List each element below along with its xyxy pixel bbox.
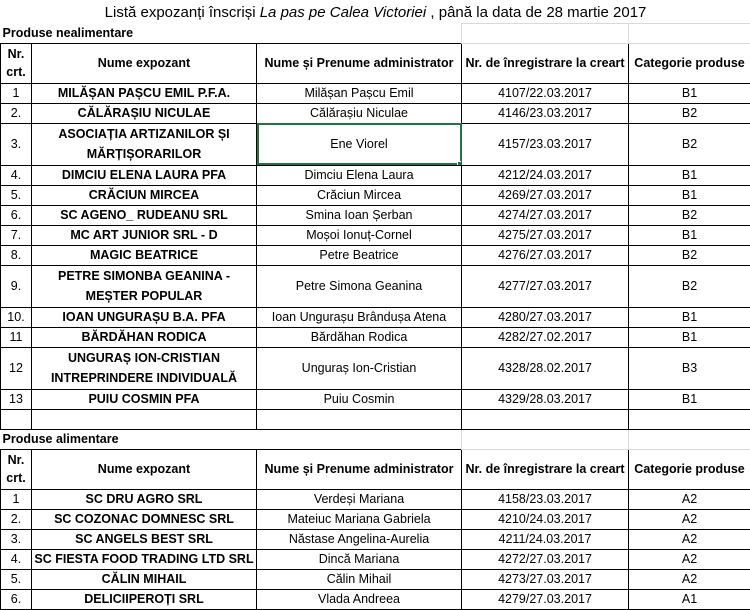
- cell-inreg[interactable]: 4272/27.03.2017: [462, 549, 629, 569]
- cell-admin[interactable]: Crăciun Mircea: [257, 185, 462, 205]
- cell-categorie[interactable]: B1: [629, 389, 750, 409]
- cell-inreg[interactable]: 4276/27.03.2017: [462, 245, 629, 265]
- table-row[interactable]: [1, 347, 750, 389]
- cell-categorie[interactable]: A2: [629, 509, 750, 529]
- cell-nr[interactable]: 13: [1, 389, 32, 409]
- cell-nr[interactable]: 8.: [1, 245, 32, 265]
- cell-inreg[interactable]: 4328/28.02.2017: [462, 347, 629, 389]
- header-categorie: Categorie produse: [629, 449, 750, 489]
- cell-nr[interactable]: 9.: [1, 265, 32, 307]
- cell-categorie[interactable]: A2: [629, 549, 750, 569]
- table-row[interactable]: [1, 83, 750, 103]
- cell-inreg[interactable]: 4277/27.03.2017: [462, 265, 629, 307]
- section-title-nonfood: Produse nealimentare: [1, 23, 462, 43]
- cell-categorie[interactable]: A2: [629, 529, 750, 549]
- cell-expozant[interactable]: SC COZONAC DOMNESC SRL: [32, 509, 257, 529]
- header-nr: Nr. crt.: [1, 43, 32, 83]
- cell-expozant[interactable]: ASOCIAȚIA ARTIZANILOR ȘI MĂRȚIȘORARILOR: [32, 123, 257, 165]
- cell-expozant[interactable]: SC DRU AGRO SRL: [32, 489, 257, 509]
- cell-expozant[interactable]: PUIU COSMIN PFA: [32, 389, 257, 409]
- header-admin: Nume și Prenume administrator: [257, 449, 462, 489]
- cell-nr[interactable]: 4.: [1, 549, 32, 569]
- cell-nr[interactable]: 6.: [1, 205, 32, 225]
- cell-categorie[interactable]: A1: [629, 589, 750, 609]
- table-row[interactable]: [1, 509, 750, 529]
- cell-categorie[interactable]: B2: [629, 265, 750, 307]
- cell-admin[interactable]: Smina Ioan Șerban: [257, 205, 462, 225]
- table-row[interactable]: [1, 123, 750, 165]
- cell-admin[interactable]: Năstase Angelina-Aurelia: [257, 529, 462, 549]
- table-row[interactable]: [1, 307, 750, 327]
- cell-expozant[interactable]: SC AGENO_ RUDEANU SRL: [32, 205, 257, 225]
- cell-admin[interactable]: Călărașiu Niculae: [257, 103, 462, 123]
- cell-admin[interactable]: Verdeși Mariana: [257, 489, 462, 509]
- cell-inreg[interactable]: 4275/27.03.2017: [462, 225, 629, 245]
- cell-inreg[interactable]: 4282/27.02.2017: [462, 327, 629, 347]
- cell-expozant[interactable]: CRĂCIUN MIRCEA: [32, 185, 257, 205]
- cell-inreg[interactable]: 4279/27.03.2017: [462, 589, 629, 609]
- cell-categorie[interactable]: B1: [629, 307, 750, 327]
- cell-expozant[interactable]: MAGIC BEATRICE: [32, 245, 257, 265]
- table-row[interactable]: [1, 265, 750, 307]
- table-row[interactable]: [1, 103, 750, 123]
- cell-admin[interactable]: Unguraș Ion-Cristian: [257, 347, 462, 389]
- cell-nr[interactable]: 5.: [1, 185, 32, 205]
- cell-categorie[interactable]: B1: [629, 165, 750, 185]
- cell-nr[interactable]: 3.: [1, 123, 32, 165]
- cell-categorie[interactable]: B1: [629, 327, 750, 347]
- cell-admin[interactable]: Călin Mihail: [257, 569, 462, 589]
- cell-nr[interactable]: 2.: [1, 103, 32, 123]
- cell-inreg[interactable]: 4211/24.03.2017: [462, 529, 629, 549]
- table-row[interactable]: [1, 245, 750, 265]
- table-header: [1, 449, 750, 489]
- table-header: [1, 43, 750, 83]
- cell-inreg[interactable]: 4158/23.03.2017: [462, 489, 629, 509]
- cell-nr[interactable]: 2.: [1, 509, 32, 529]
- cell-categorie[interactable]: B1: [629, 225, 750, 245]
- table-row[interactable]: [1, 225, 750, 245]
- table-row[interactable]: [1, 569, 750, 589]
- cell-categorie[interactable]: A2: [629, 489, 750, 509]
- cell-admin[interactable]: Dimciu Elena Laura: [257, 165, 462, 185]
- cell-admin[interactable]: Moșoi Ionuț-Cornel: [257, 225, 462, 245]
- cell-inreg[interactable]: 4210/24.03.2017: [462, 509, 629, 529]
- cell-expozant[interactable]: BĂRDĂHAN RODICA: [32, 327, 257, 347]
- cell-admin[interactable]: Mateiuc Mariana Gabriela: [257, 509, 462, 529]
- cell-categorie[interactable]: B1: [629, 185, 750, 205]
- table-row[interactable]: [1, 389, 750, 409]
- header-categorie: Categorie produse: [629, 43, 750, 83]
- cell-expozant[interactable]: IOAN UNGURAȘU B.A. PFA: [32, 307, 257, 327]
- cell-admin[interactable]: Ioan Ungurașu Brândușa Atena: [257, 307, 462, 327]
- cell-inreg[interactable]: 4212/24.03.2017: [462, 165, 629, 185]
- fill-handle[interactable]: [457, 161, 462, 166]
- cell-expozant[interactable]: SC FIESTA FOOD TRADING LTD SRL: [32, 549, 257, 569]
- header-nr: Nr. crt.: [1, 449, 32, 489]
- cell-nr[interactable]: 5.: [1, 569, 32, 589]
- cell-nr[interactable]: 3.: [1, 529, 32, 549]
- cell-admin[interactable]: Petre Simona Geanina: [257, 265, 462, 307]
- cell-admin[interactable]: Petre Beatrice: [257, 245, 462, 265]
- table-row[interactable]: [1, 327, 750, 347]
- cell-nr[interactable]: 12: [1, 347, 32, 389]
- cell-admin[interactable]: Milășan Pașcu Emil: [257, 83, 462, 103]
- cell-expozant[interactable]: PETRE SIMONBA GEANINA - MEȘTER POPULAR: [32, 265, 257, 307]
- cell-nr[interactable]: 11: [1, 327, 32, 347]
- header-expozant: Nume expozant: [32, 43, 257, 83]
- cell-expozant[interactable]: DELICIIPEROȚI SRL: [32, 589, 257, 609]
- cell-expozant[interactable]: SC ANGELS BEST SRL: [32, 529, 257, 549]
- cell-expozant[interactable]: DIMCIU ELENA LAURA PFA: [32, 165, 257, 185]
- header-expozant: Nume expozant: [32, 449, 257, 489]
- header-admin: Nume și Prenume administrator: [257, 43, 462, 83]
- cell-nr[interactable]: 1: [1, 83, 32, 103]
- table-row[interactable]: [1, 489, 750, 509]
- cell-categorie[interactable]: B2: [629, 123, 750, 165]
- cell-inreg[interactable]: 4157/23.03.2017: [462, 123, 629, 165]
- cell-inreg[interactable]: 4280/27.03.2017: [462, 307, 629, 327]
- cell-nr[interactable]: 6.: [1, 589, 32, 609]
- table-row[interactable]: [1, 549, 750, 569]
- header-inreg: Nr. de înregistrare la creart: [462, 449, 629, 489]
- cell-categorie[interactable]: B2: [629, 103, 750, 123]
- cell-admin[interactable]: Dincă Mariana: [257, 549, 462, 569]
- cell-inreg[interactable]: 4146/23.03.2017: [462, 103, 629, 123]
- cell-admin-selected[interactable]: Ene Viorel: [257, 123, 462, 165]
- cell-admin[interactable]: Puiu Cosmin: [257, 389, 462, 409]
- cell-nr[interactable]: 1: [1, 489, 32, 509]
- cell-inreg[interactable]: 4329/28.03.2017: [462, 389, 629, 409]
- cell-nr[interactable]: 10.: [1, 307, 32, 327]
- cell-inreg[interactable]: 4269/27.03.2017: [462, 185, 629, 205]
- cell-expozant[interactable]: MILĂȘAN PAȘCU EMIL P.F.A.: [32, 83, 257, 103]
- cell-categorie[interactable]: B3: [629, 347, 750, 389]
- cell-inreg[interactable]: 4107/22.03.2017: [462, 83, 629, 103]
- page-title: Listă expozanți înscriși La pas pe Calea Victoriei , până la data de 28 martie 2017: [1, 0, 750, 23]
- header-inreg: Nr. de înregistrare la creart: [462, 43, 629, 83]
- cell-inreg[interactable]: 4274/27.03.2017: [462, 205, 629, 225]
- cell-categorie[interactable]: A2: [629, 569, 750, 589]
- table-row[interactable]: [1, 185, 750, 205]
- cell-expozant[interactable]: MC ART JUNIOR SRL - D: [32, 225, 257, 245]
- cell-categorie[interactable]: B1: [629, 83, 750, 103]
- cell-inreg[interactable]: 4273/27.03.2017: [462, 569, 629, 589]
- table-row[interactable]: [1, 165, 750, 185]
- cell-expozant[interactable]: UNGURAȘ ION-CRISTIAN INTREPRINDERE INDIVIDUALĂ: [32, 347, 257, 389]
- cell-categorie[interactable]: B2: [629, 245, 750, 265]
- cell-nr[interactable]: 7.: [1, 225, 32, 245]
- cell-expozant[interactable]: CĂLIN MIHAIL: [32, 569, 257, 589]
- cell-nr[interactable]: 4.: [1, 165, 32, 185]
- empty-row: [1, 409, 750, 429]
- cell-admin[interactable]: Vlada Andreea: [257, 589, 462, 609]
- cell-admin[interactable]: Bărdăhan Rodica: [257, 327, 462, 347]
- section-title-food: Produse alimentare: [1, 429, 462, 449]
- cell-expozant[interactable]: CĂLĂRAȘIU NICULAE: [32, 103, 257, 123]
- table-row[interactable]: [1, 589, 750, 609]
- table-row[interactable]: [1, 205, 750, 225]
- table-row[interactable]: [1, 529, 750, 549]
- cell-categorie[interactable]: B2: [629, 205, 750, 225]
